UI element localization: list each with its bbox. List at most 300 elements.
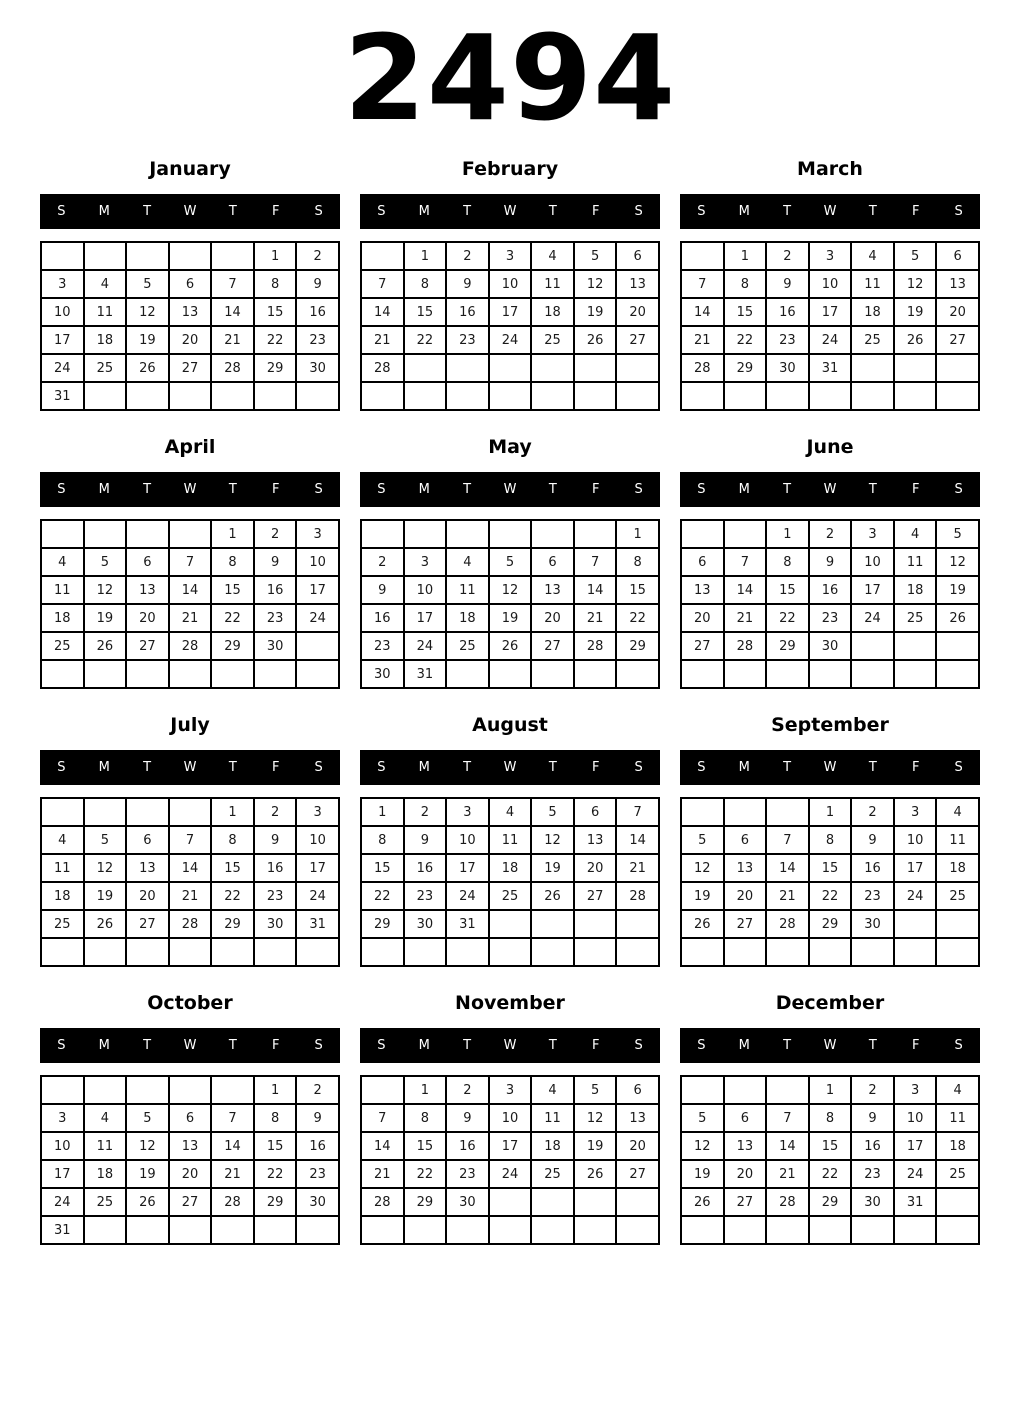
day-cell [126, 520, 169, 548]
day-cell: 25 [446, 632, 489, 660]
day-cell: 14 [616, 826, 659, 854]
week-row [41, 882, 339, 910]
day-cell [531, 910, 574, 938]
day-cell [531, 1216, 574, 1244]
week-row [681, 798, 979, 826]
day-cell: 27 [616, 326, 659, 354]
week-row [41, 798, 339, 826]
day-cell: 26 [84, 910, 127, 938]
weekday-label: T [868, 482, 877, 497]
day-cell: 26 [936, 604, 979, 632]
day-cell: 23 [809, 604, 852, 632]
weekday-label: F [271, 760, 280, 775]
day-cell [84, 938, 127, 966]
week-row [681, 242, 979, 270]
day-cell: 10 [851, 548, 894, 576]
day-cell: 23 [254, 604, 297, 632]
day-cell: 13 [531, 576, 574, 604]
day-cell: 10 [446, 826, 489, 854]
day-cell: 23 [851, 882, 894, 910]
week-row [361, 632, 659, 660]
weekday-label: S [377, 760, 386, 775]
week-row [681, 882, 979, 910]
day-cell: 26 [126, 354, 169, 382]
day-cell: 24 [41, 354, 84, 382]
day-cell: 27 [169, 1188, 212, 1216]
weekday-label: T [463, 1038, 472, 1053]
week-row [361, 826, 659, 854]
weekday-label: F [591, 482, 600, 497]
weekday-label: W [823, 204, 837, 219]
day-cell: 9 [851, 826, 894, 854]
week-row [681, 910, 979, 938]
weekday-label: T [143, 204, 152, 219]
month-june [680, 436, 980, 689]
day-cell: 6 [616, 242, 659, 270]
day-cell: 12 [936, 548, 979, 576]
day-cell: 17 [296, 576, 339, 604]
day-cell [254, 938, 297, 966]
day-cell: 10 [809, 270, 852, 298]
weekday-label: T [868, 1038, 877, 1053]
month-title: December [775, 992, 885, 1014]
day-cell: 21 [574, 604, 617, 632]
day-cell: 15 [766, 576, 809, 604]
day-cell: 29 [766, 632, 809, 660]
day-cell: 23 [361, 632, 404, 660]
day-cell: 15 [254, 298, 297, 326]
day-cell: 5 [681, 826, 724, 854]
day-cell: 13 [724, 854, 767, 882]
day-cell [851, 632, 894, 660]
day-cell [404, 382, 447, 410]
day-cell: 20 [169, 326, 212, 354]
day-cell: 14 [724, 576, 767, 604]
day-cell [724, 1076, 767, 1104]
month-grid [680, 241, 980, 411]
day-cell: 28 [211, 1188, 254, 1216]
day-cell: 19 [531, 854, 574, 882]
day-cell: 21 [361, 326, 404, 354]
day-cell: 28 [211, 354, 254, 382]
day-cell: 21 [211, 326, 254, 354]
week-row [41, 1216, 339, 1244]
day-cell [84, 660, 127, 688]
weekday-header [40, 1028, 340, 1063]
week-row [361, 1216, 659, 1244]
day-cell: 19 [936, 576, 979, 604]
day-cell: 13 [616, 1104, 659, 1132]
day-cell [169, 242, 212, 270]
day-cell: 3 [404, 548, 447, 576]
day-cell [489, 938, 532, 966]
weekday-label: W [823, 760, 837, 775]
day-cell: 20 [724, 882, 767, 910]
day-cell: 12 [126, 298, 169, 326]
weekday-label: W [183, 760, 197, 775]
weekday-label: F [911, 482, 920, 497]
day-cell [404, 938, 447, 966]
week-row [361, 882, 659, 910]
day-cell: 11 [531, 270, 574, 298]
day-cell: 18 [531, 1132, 574, 1160]
day-cell: 16 [446, 1132, 489, 1160]
day-cell: 15 [809, 854, 852, 882]
day-cell: 22 [404, 1160, 447, 1188]
day-cell: 17 [809, 298, 852, 326]
day-cell: 24 [404, 632, 447, 660]
day-cell: 13 [169, 298, 212, 326]
week-row [361, 298, 659, 326]
month-grid [40, 797, 340, 967]
day-cell: 3 [296, 798, 339, 826]
weekday-label: F [911, 204, 920, 219]
weekday-label: W [503, 1038, 517, 1053]
week-row [681, 1216, 979, 1244]
day-cell [211, 1076, 254, 1104]
week-row [681, 854, 979, 882]
day-cell [616, 910, 659, 938]
day-cell: 11 [41, 854, 84, 882]
day-cell: 14 [211, 298, 254, 326]
month-may [360, 436, 660, 689]
day-cell [724, 1216, 767, 1244]
day-cell [574, 1216, 617, 1244]
weekday-label: S [377, 1038, 386, 1053]
day-cell: 28 [169, 632, 212, 660]
day-cell: 2 [296, 242, 339, 270]
day-cell [211, 382, 254, 410]
day-cell [894, 938, 937, 966]
weekday-label: F [271, 1038, 280, 1053]
day-cell: 20 [724, 1160, 767, 1188]
day-cell [126, 1216, 169, 1244]
day-cell: 21 [766, 1160, 809, 1188]
week-row [41, 938, 339, 966]
day-cell: 3 [41, 1104, 84, 1132]
weekday-label: M [738, 204, 750, 219]
weekday-label: S [634, 760, 643, 775]
day-cell [894, 1216, 937, 1244]
week-row [41, 382, 339, 410]
month-grid [360, 241, 660, 411]
weekday-header [360, 472, 660, 507]
weekday-label: M [418, 204, 430, 219]
month-title: October [147, 992, 233, 1014]
day-cell: 8 [809, 826, 852, 854]
day-cell [489, 520, 532, 548]
month-title: November [455, 992, 565, 1014]
day-cell: 9 [296, 1104, 339, 1132]
day-cell [574, 660, 617, 688]
week-row [681, 1104, 979, 1132]
day-cell: 26 [489, 632, 532, 660]
day-cell: 16 [254, 854, 297, 882]
day-cell [851, 938, 894, 966]
day-cell: 8 [361, 826, 404, 854]
day-cell: 4 [531, 242, 574, 270]
day-cell: 17 [41, 326, 84, 354]
weekday-label: F [271, 204, 280, 219]
day-cell: 26 [574, 1160, 617, 1188]
day-cell: 22 [616, 604, 659, 632]
day-cell: 25 [531, 326, 574, 354]
year-title: 2494 [343, 9, 677, 147]
day-cell: 12 [531, 826, 574, 854]
day-cell [446, 354, 489, 382]
day-cell: 20 [616, 1132, 659, 1160]
weekday-label: F [271, 482, 280, 497]
day-cell: 15 [404, 1132, 447, 1160]
day-cell: 25 [489, 882, 532, 910]
day-cell: 25 [84, 1188, 127, 1216]
week-row [41, 1132, 339, 1160]
day-cell [809, 382, 852, 410]
day-cell: 9 [254, 548, 297, 576]
day-cell: 28 [724, 632, 767, 660]
week-row [681, 354, 979, 382]
week-row [681, 604, 979, 632]
day-cell [616, 1188, 659, 1216]
day-cell: 30 [766, 354, 809, 382]
day-cell [766, 382, 809, 410]
day-cell: 13 [126, 576, 169, 604]
day-cell: 17 [894, 1132, 937, 1160]
day-cell: 25 [851, 326, 894, 354]
day-cell: 8 [211, 548, 254, 576]
weekday-label: W [503, 204, 517, 219]
month-december [680, 992, 980, 1245]
day-cell: 12 [681, 1132, 724, 1160]
day-cell: 19 [126, 1160, 169, 1188]
day-cell [169, 520, 212, 548]
day-cell: 5 [894, 242, 937, 270]
day-cell: 19 [574, 298, 617, 326]
day-cell [766, 938, 809, 966]
day-cell [84, 1216, 127, 1244]
day-cell: 22 [211, 882, 254, 910]
day-cell [936, 354, 979, 382]
day-cell: 21 [169, 882, 212, 910]
day-cell: 7 [361, 1104, 404, 1132]
weekday-label: S [697, 204, 706, 219]
weekday-label: M [738, 760, 750, 775]
day-cell [169, 660, 212, 688]
weekday-header [680, 750, 980, 785]
day-cell: 3 [296, 520, 339, 548]
weekday-label: W [823, 482, 837, 497]
day-cell: 4 [41, 548, 84, 576]
week-row [681, 660, 979, 688]
month-october [40, 992, 340, 1245]
week-row [361, 660, 659, 688]
day-cell: 26 [894, 326, 937, 354]
day-cell [126, 382, 169, 410]
week-row [681, 548, 979, 576]
day-cell: 7 [724, 548, 767, 576]
day-cell: 31 [809, 354, 852, 382]
day-cell: 23 [446, 326, 489, 354]
day-cell: 25 [41, 632, 84, 660]
day-cell: 4 [851, 242, 894, 270]
day-cell: 2 [851, 1076, 894, 1104]
day-cell: 24 [894, 1160, 937, 1188]
day-cell: 30 [851, 1188, 894, 1216]
day-cell [361, 242, 404, 270]
month-grid [40, 519, 340, 689]
day-cell: 4 [84, 270, 127, 298]
day-cell: 31 [446, 910, 489, 938]
day-cell [126, 242, 169, 270]
day-cell [211, 1216, 254, 1244]
day-cell: 5 [126, 270, 169, 298]
day-cell: 16 [361, 604, 404, 632]
day-cell: 31 [894, 1188, 937, 1216]
weekday-label: W [503, 482, 517, 497]
day-cell: 17 [894, 854, 937, 882]
day-cell: 6 [531, 548, 574, 576]
day-cell: 29 [404, 1188, 447, 1216]
day-cell: 27 [574, 882, 617, 910]
day-cell [489, 1188, 532, 1216]
week-row [361, 548, 659, 576]
month-grid [360, 1075, 660, 1245]
day-cell: 27 [126, 632, 169, 660]
day-cell [254, 1216, 297, 1244]
day-cell: 28 [361, 1188, 404, 1216]
day-cell [531, 938, 574, 966]
day-cell [489, 910, 532, 938]
day-cell: 13 [126, 854, 169, 882]
week-row [41, 660, 339, 688]
day-cell: 18 [84, 326, 127, 354]
day-cell: 22 [254, 326, 297, 354]
day-cell [531, 660, 574, 688]
day-cell [446, 938, 489, 966]
day-cell: 5 [574, 1076, 617, 1104]
day-cell: 24 [296, 604, 339, 632]
day-cell: 5 [84, 826, 127, 854]
week-row [41, 1188, 339, 1216]
day-cell: 12 [681, 854, 724, 882]
day-cell: 1 [616, 520, 659, 548]
day-cell: 19 [126, 326, 169, 354]
month-march [680, 158, 980, 411]
day-cell: 23 [851, 1160, 894, 1188]
day-cell: 22 [361, 882, 404, 910]
weekday-label: S [377, 204, 386, 219]
day-cell: 17 [41, 1160, 84, 1188]
day-cell: 20 [616, 298, 659, 326]
day-cell: 31 [41, 1216, 84, 1244]
day-cell [489, 1216, 532, 1244]
day-cell: 3 [41, 270, 84, 298]
day-cell: 4 [41, 826, 84, 854]
day-cell: 11 [894, 548, 937, 576]
week-row [361, 854, 659, 882]
weekday-label: S [697, 760, 706, 775]
day-cell: 20 [531, 604, 574, 632]
day-cell: 6 [936, 242, 979, 270]
day-cell [41, 520, 84, 548]
day-cell: 3 [894, 1076, 937, 1104]
day-cell: 9 [766, 270, 809, 298]
day-cell: 30 [296, 1188, 339, 1216]
weekday-header [680, 194, 980, 229]
day-cell: 10 [894, 1104, 937, 1132]
day-cell: 10 [296, 548, 339, 576]
day-cell [574, 1188, 617, 1216]
day-cell: 23 [446, 1160, 489, 1188]
day-cell [616, 354, 659, 382]
weekday-header [680, 472, 980, 507]
month-february [360, 158, 660, 411]
day-cell: 24 [489, 1160, 532, 1188]
weekday-label: W [183, 1038, 197, 1053]
day-cell: 22 [766, 604, 809, 632]
week-row [41, 1076, 339, 1104]
week-row [361, 798, 659, 826]
day-cell: 19 [574, 1132, 617, 1160]
week-row [41, 576, 339, 604]
day-cell: 19 [894, 298, 937, 326]
weekday-label: T [783, 760, 792, 775]
day-cell: 6 [574, 798, 617, 826]
day-cell: 16 [404, 854, 447, 882]
day-cell: 18 [936, 1132, 979, 1160]
day-cell: 7 [169, 548, 212, 576]
day-cell [574, 354, 617, 382]
day-cell: 21 [211, 1160, 254, 1188]
day-cell: 30 [254, 910, 297, 938]
day-cell: 16 [446, 298, 489, 326]
day-cell: 26 [681, 910, 724, 938]
day-cell: 8 [404, 1104, 447, 1132]
day-cell [936, 632, 979, 660]
weekday-label: M [98, 204, 110, 219]
weekday-label: S [57, 760, 66, 775]
week-row [361, 270, 659, 298]
day-cell [169, 1216, 212, 1244]
day-cell [894, 910, 937, 938]
day-cell: 27 [169, 354, 212, 382]
day-cell: 21 [169, 604, 212, 632]
weekday-header [360, 1028, 660, 1063]
month-title: January [149, 158, 231, 180]
week-row [41, 1104, 339, 1132]
day-cell: 15 [404, 298, 447, 326]
weekday-label: T [143, 1038, 152, 1053]
weekday-label: T [548, 1038, 557, 1053]
month-september [680, 714, 980, 967]
day-cell: 4 [84, 1104, 127, 1132]
day-cell: 1 [361, 798, 404, 826]
weekday-label: S [634, 1038, 643, 1053]
day-cell: 16 [851, 1132, 894, 1160]
day-cell: 18 [531, 298, 574, 326]
day-cell: 1 [766, 520, 809, 548]
day-cell: 18 [894, 576, 937, 604]
week-row [681, 1188, 979, 1216]
day-cell: 8 [724, 270, 767, 298]
day-cell [724, 660, 767, 688]
months-grid [0, 152, 1020, 1245]
day-cell [616, 1216, 659, 1244]
day-cell: 29 [809, 910, 852, 938]
week-row [681, 576, 979, 604]
day-cell: 31 [41, 382, 84, 410]
day-cell: 11 [936, 1104, 979, 1132]
